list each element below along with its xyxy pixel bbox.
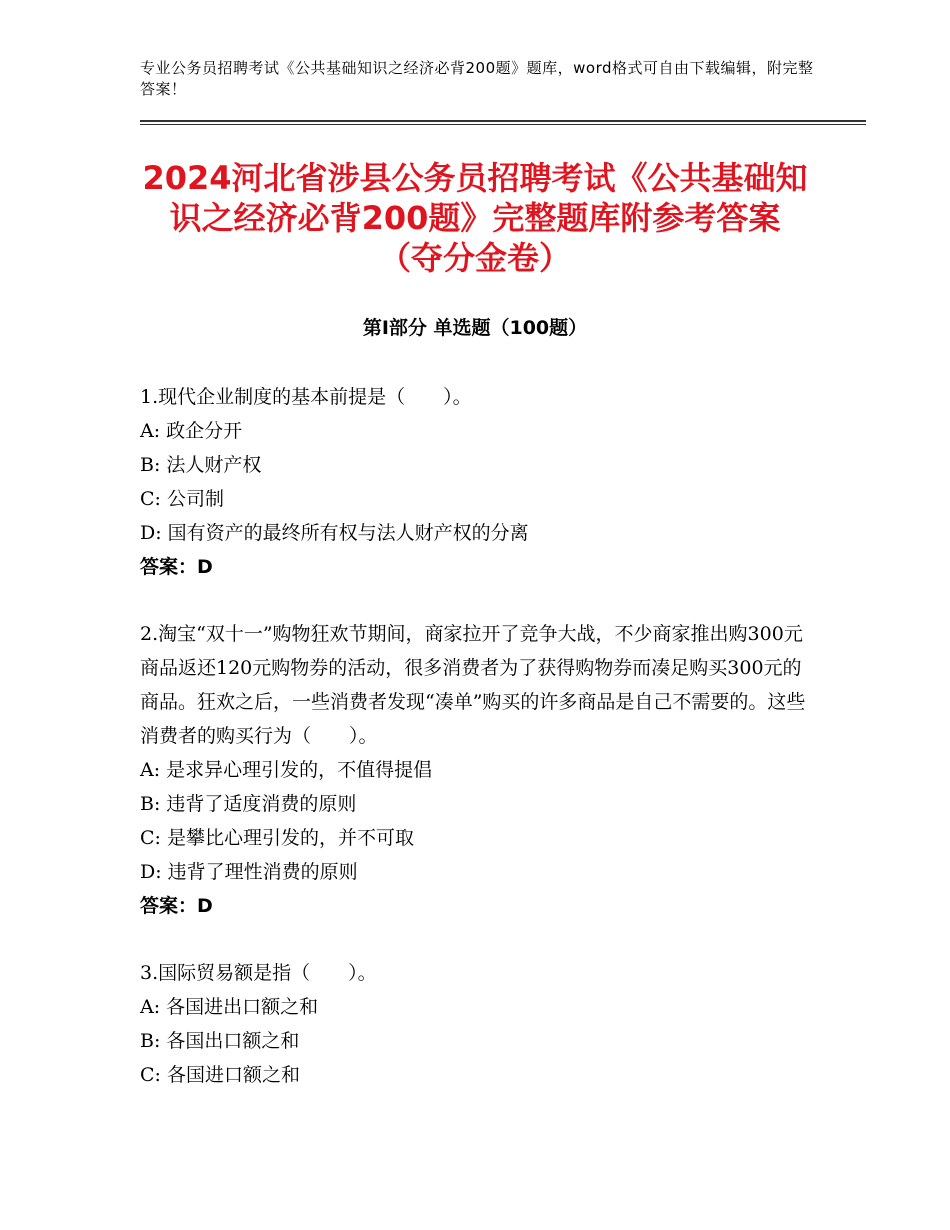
divider-thin-line [140,124,866,125]
section-title: 第Ⅰ部分 单选题（100题） [362,317,588,339]
option-b: B: 各国出口额之和 [140,1030,300,1052]
option-c: C: 公司制 [140,488,224,510]
option-d: D: 违背了理性消费的原则 [140,861,358,883]
divider-thick-line [140,120,866,122]
question-stem: 2.淘宝“双十一”购物狂欢节期间，商家拉开了竞争大战，不少商家推出购300元商品返还120元购物券的活动，很多消费者为了获得购物券而凑足购买300元的商品。狂欢之后，一些消费者发现“凑单”购买的许多商品是自己不需要的。这些消费者的购买行为（ ）。 [140,623,806,747]
question-list [140,380,810,1125]
question-stem: 3.国际贸易额是指（ ）。 [140,962,377,984]
answer: 答案：D [140,556,213,578]
option-c: C: 各国进口额之和 [140,1064,300,1086]
question-1 [140,380,810,584]
option-c: C: 是攀比心理引发的，并不可取 [140,827,414,849]
question-3 [140,956,810,1092]
document-title: 2024河北省涉县公务员招聘考试《公共基础知识之经济必背200题》完整题库附参考答案（夺分金卷） [142,159,808,277]
option-d: D: 国有资产的最终所有权与法人财产权的分离 [140,522,529,544]
option-a: A: 各国进出口额之和 [140,996,319,1018]
header-divider [140,120,866,126]
question-stem: 1.现代企业制度的基本前提是（ ）。 [140,386,472,408]
option-a: A: 是求异心理引发的，不值得提倡 [140,759,433,781]
option-b: B: 违背了适度消费的原则 [140,793,357,815]
option-a: A: 政企分开 [140,420,243,442]
question-2 [140,617,810,923]
option-b: B: 法人财产权 [140,454,262,476]
answer: 答案：D [140,895,213,917]
header-note: 专业公务员招聘考试《公共基础知识之经济必背200题》题库，word格式可自由下载编辑，附完整答案！ [140,59,814,98]
